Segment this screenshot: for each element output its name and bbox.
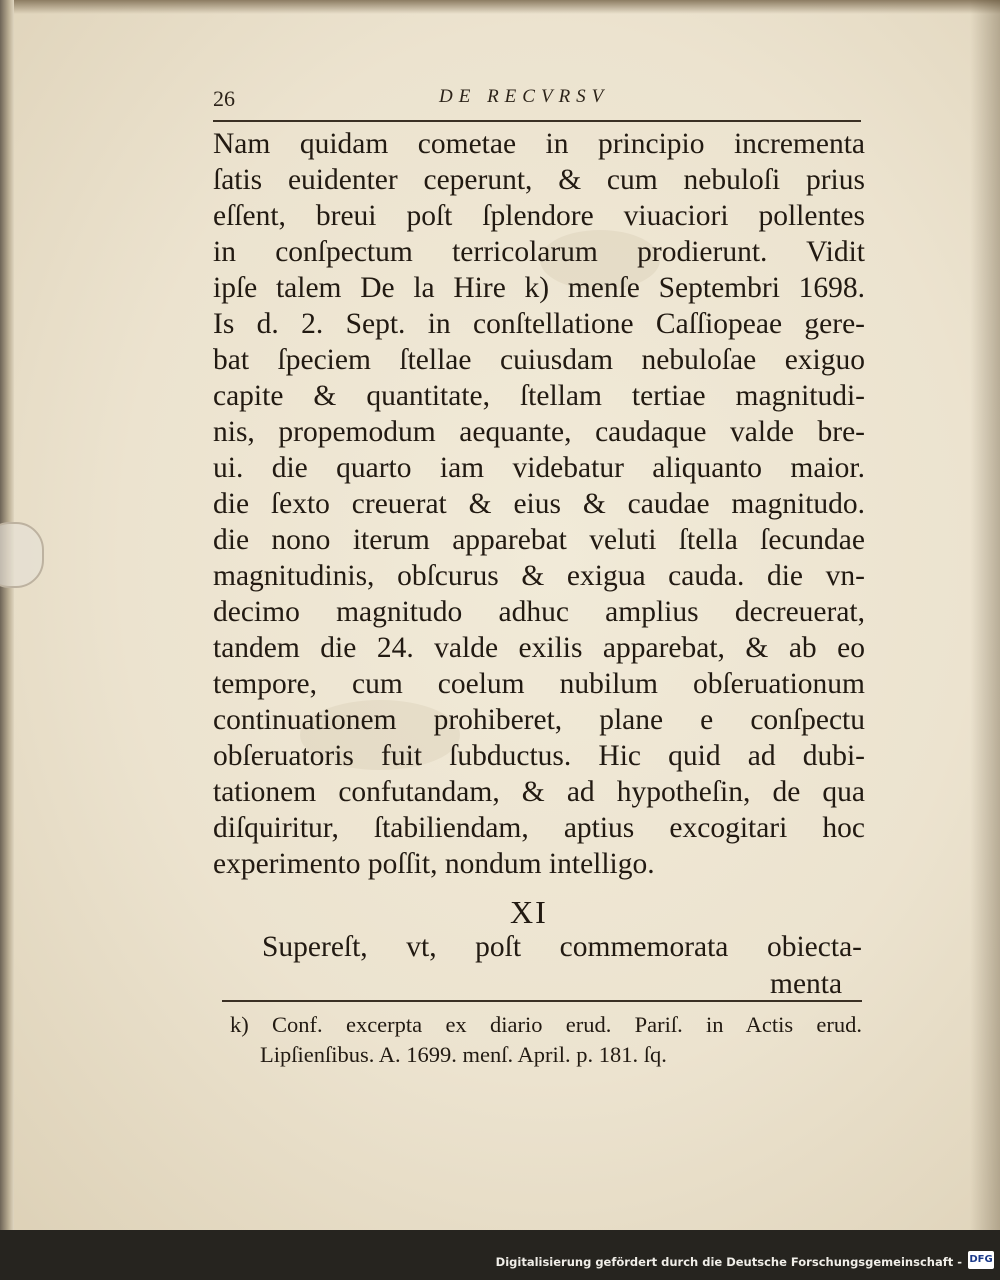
running-head [213, 86, 863, 116]
footnote-line: Lipſienſibus. A. 1699. menſ. April. p. 181. ſq. [260, 1042, 667, 1067]
funding-credit: Digitalisierung gefördert durch die Deutsche Forschungsgemeinschaft - [495, 1255, 962, 1269]
footnote [230, 1010, 862, 1070]
text-line: experimento poſſit, nondum intelligo. [213, 848, 655, 880]
header-rule [213, 120, 861, 122]
text-line: diſquiritur, ſtabiliendam, aptius excogitari hoc [213, 812, 865, 844]
text-line: ſatis euidenter ceperunt, & cum nebuloſi prius [213, 164, 865, 196]
page-top-edge [0, 0, 1000, 14]
text-line: Nam quidam cometae in principio incrementa [213, 128, 865, 160]
viewer-footer [0, 1230, 1000, 1280]
text-line: eſſent, breui poſt ſplendore viuaciori pollentes [213, 200, 865, 232]
body-text [213, 126, 865, 882]
page-tab-marker [0, 522, 44, 588]
text-line: die ſexto creuerat & eius & caudae magnitudo. [213, 488, 865, 520]
text-line: ui. die quarto iam videbatur aliquanto maior. [213, 452, 865, 484]
footnote-rule [222, 1000, 862, 1002]
text-line: die nono iterum apparebat veluti ſtella ſecundae [213, 524, 865, 556]
text-line: bat ſpeciem ſtellae cuiusdam nebuloſae exiguo [213, 344, 865, 376]
dfg-logo: DFG [968, 1251, 994, 1269]
catchword: menta [770, 968, 843, 1000]
text-line: tandem die 24. valde exilis apparebat, & ab eo [213, 632, 865, 664]
text-line: decimo magnitudo adhuc amplius decreuerat, [213, 596, 865, 628]
text-line: tationem confutandam, & ad hypotheſin, de qua [213, 776, 865, 808]
text-line: capite & quantitate, ſtellam tertiae magnitudi- [213, 380, 865, 412]
text-line: nis, propemodum aequante, caudaque valde bre- [213, 416, 865, 448]
section-number: XI [510, 894, 548, 930]
text-line: continuationem prohiberet, plane e conſpectu [213, 704, 865, 736]
running-head-title: DE RECVRSV [439, 86, 610, 107]
page-number: 26 [213, 86, 235, 111]
text-line: magnitudinis, obſcurus & exigua cauda. die vn- [213, 560, 865, 592]
section-first-line: Supereſt, vt, poſt commemorata obiecta- [262, 931, 862, 963]
book-spine [0, 0, 14, 1230]
text-line: tempore, cum coelum nubilum obſeruationum [213, 668, 865, 700]
footnote-line: k) Conf. excerpta ex diario erud. Pariſ. in Actis erud. [230, 1012, 862, 1037]
text-line: obſeruatoris fuit ſubductus. Hic quid ad dubi- [213, 740, 865, 772]
text-line: Is d. 2. Sept. in conſtellatione Caſſiopeae gere- [213, 308, 865, 340]
text-line: in conſpectum terricolarum prodierunt. Vidit [213, 236, 865, 268]
text-line: ipſe talem De la Hire k) menſe Septembri 1698. [213, 272, 865, 304]
page-right-shadow [970, 0, 1000, 1230]
